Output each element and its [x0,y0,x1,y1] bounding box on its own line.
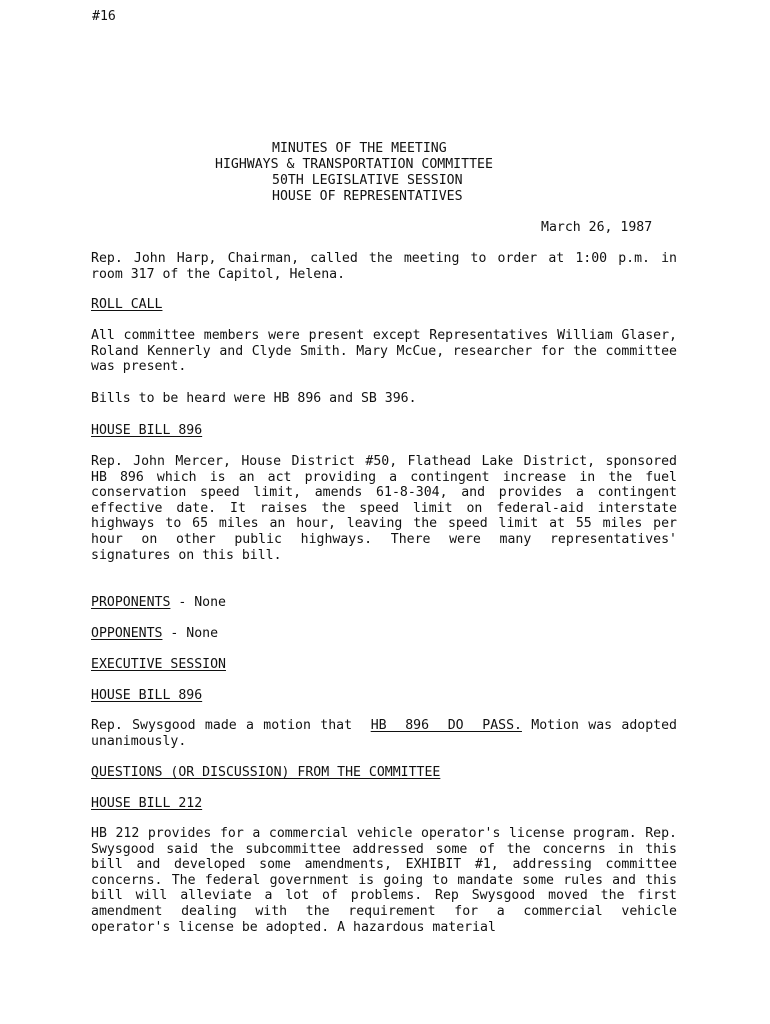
roll-call-title: ROLL CALL [91,297,163,312]
hb896-paragraph [91,454,677,563]
proponents-label: PROPONENTS [91,595,171,610]
hb212-title: HOUSE BILL 212 [91,796,203,811]
hb896-exec-paragraph [91,718,685,749]
opponents-label: OPPONENTS [91,626,163,641]
proponents-value: - None [170,595,226,610]
hb896-heading [91,423,677,439]
hb212-heading [91,796,677,812]
questions-heading [91,765,677,781]
roll-call-text: All committee members were present except Representatives William Glaser, Roland Kennerly and Clyde Smith. Mary McCue, researcher for the committee was present. [91,328,677,375]
roll-call-paragraph [91,328,677,375]
opponents-line [91,626,677,642]
bills-heard-text: Bills to be heard were HB 896 and SB 396. [91,391,417,406]
hb896-exec-title: HOUSE BILL 896 [91,688,203,703]
hb212-text: HB 212 provides for a commercial vehicle operator's license program. Rep. Swysgood said the subcommittee addressed some of the concerns in this bill and developed some amendments, EXHIBIT #1, addressing committee concerns. The federal government is going to mandate some rules and this bill will alleviate a lot of problems. Rep Swysgood moved the first amendment dealing with the requirement for a commercial vehicle operator's license be adopted. A hazardous material [91,826,677,935]
page-number: #16 [92,9,116,24]
motion-text-before: Rep. Swysgood made a motion that [91,718,371,733]
opponents-value: - None [162,626,219,641]
heading-line-3: 50TH LEGISLATIVE SESSION [272,173,463,188]
hb212-paragraph [91,826,677,935]
motion-do-pass: HB 896 DO PASS. [370,718,522,733]
heading-line-4: HOUSE OF REPRESENTATIVES [272,189,463,204]
proponents-line [91,595,677,611]
hb896-text: Rep. John Mercer, House District #50, Flathead Lake District, sponsored HB 896 which is an act providing a contingent increase in the fuel conservation speed limit, amends 61-8-304, and provides a contingent effective date. It raises the speed limit on federal-aid interstate highways to 65 miles an hour, leaving the speed limit at 55 miles per hour on other public highways. There were many representatives' signatures on this bill. [91,454,677,563]
hb896-exec-text [91,718,685,749]
heading-line-2: HIGHWAYS & TRANSPORTATION COMMITTEE [215,157,493,172]
motion-text-after: Motion was adopted unanimously. [91,718,685,749]
intro-text: Rep. John Harp, Chairman, called the meeting to order at 1:00 p.m. in room 317 of the Capitol, Helena. [91,251,677,282]
roll-call-heading [91,297,677,313]
intro-paragraph [91,251,677,282]
questions-title: QUESTIONS (OR DISCUSSION) FROM THE COMMITTEE [91,765,441,780]
heading-line-1: MINUTES OF THE MEETING [272,141,447,156]
hb896-title: HOUSE BILL 896 [91,423,203,438]
executive-session-title: EXECUTIVE SESSION [91,657,226,672]
executive-session-heading [91,657,677,673]
bills-heard-paragraph [91,391,677,407]
meeting-date: March 26, 1987 [541,220,653,235]
hb896-exec-heading [91,688,677,704]
